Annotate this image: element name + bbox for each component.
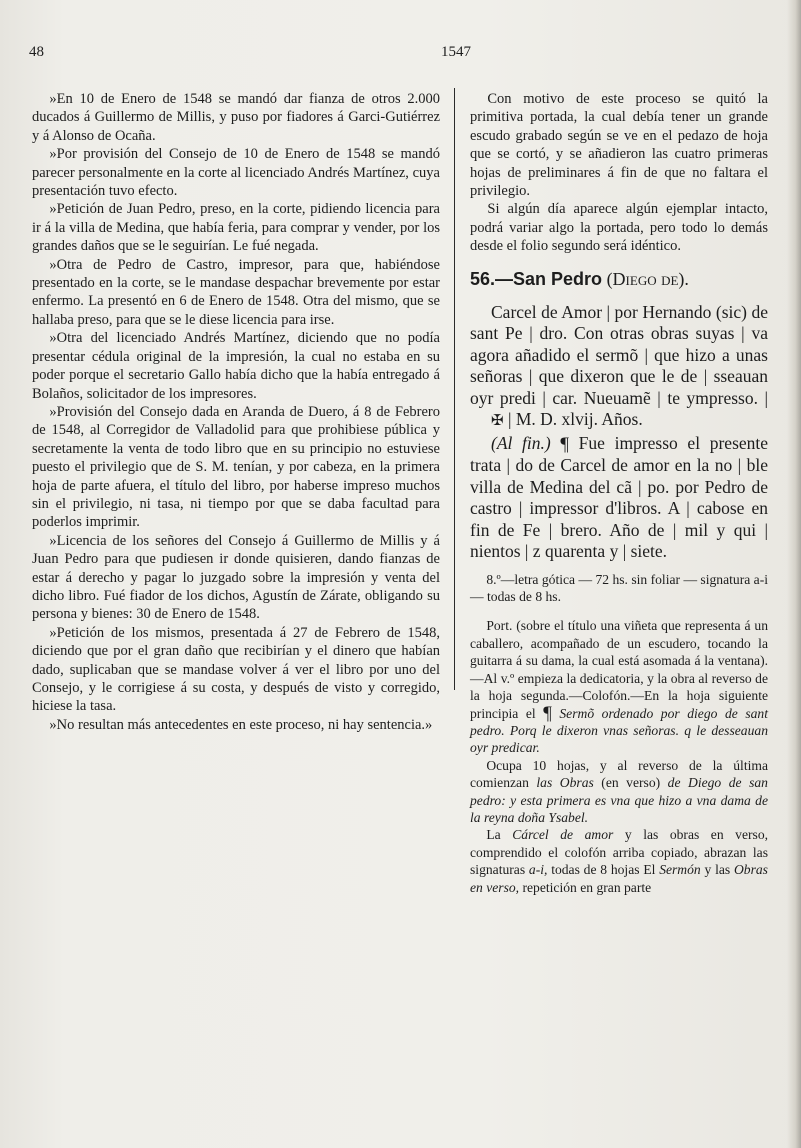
paragraph: »En 10 de Enero de 1548 se mandó dar fianza de otros 2.000 ducados á Guillermo de Millis, y puso por fiadores á Garci-Gutiérrez y á Alonso de Ocaña.	[32, 91, 440, 144]
note-text: y las	[704, 862, 731, 878]
note-portada	[470, 617, 768, 756]
page-edge-shadow	[787, 0, 801, 1148]
note-italic: las Obras	[536, 775, 594, 791]
paragraph: Si algún día aparece algún ejemplar intacto, podrá variar algo la portada, pero todo lo demás desde el folio segundo será idéntico.	[470, 201, 768, 255]
note-carcel	[470, 826, 768, 896]
pilcrow-icon: ¶	[560, 433, 569, 455]
colophon	[470, 433, 768, 563]
entry-number: 56.—	[470, 268, 514, 289]
note-italic: Cárcel de amor	[512, 827, 614, 843]
title-transcription	[470, 302, 768, 563]
title-text	[470, 302, 768, 433]
paragraph: »Petición de los mismos, presentada á 27 de Febrero de 1548, diciendo que por el gran daño que recibirían y el dinero que habían dado, suplicaban que se mandase volver á ver el libro por uno del Consejo, y le corrigiese á su costa, y después de visto y corregido, hiciese la tasa.	[32, 624, 440, 715]
entry-given-name: (Diego de).	[606, 268, 689, 289]
note-portada-text: Port. (sobre el título una viñeta que representa á un caballero, acompañado de un escudero, tocando la guitarra á su dama, la cual está asomada á la ventana).—Al v.º empieza la dedicatoria, y la obra al reverso de la hoja segunda.—Colofón.—En la hoja siguiente principia el	[470, 618, 768, 721]
paragraph: »Provisión del Consejo dada en Aranda de Duero, á 8 de Febrero de 1548, al Corregidor de Valladolid para que prohibiese pública y secretamente la venta de todo libro que en su principio no estuviese puesto el privilegio que de S. M. tenían, y por cabeza, en la primera hoja de parte afuera, el título del libro, por haberse impreso muchos sin el privilegio, ni tasa, ni tiempo por que se daba facultad para poderlos imprimir.	[32, 403, 440, 531]
colophon-label: (Al fin.)	[491, 432, 551, 453]
note-text: y las obras en verso, comprendido el colofón arriba copiado, abrazan las signaturas	[470, 827, 769, 878]
paragraph: »Otra de Pedro de Castro, impresor, para que, habiéndose presentado en la corte, se le mandase despachar brevemente por estar enfermo. La presentó en 6 de Enero de 1548. Otra del mismo, que se hallaba preso, para que se le diese licencia para irse.	[32, 256, 440, 328]
paragraph: »Otra del licenciado Andrés Martínez, diciendo que no podía presentar cédula original de la impresión, la cual no estaba en su poder porque el secretario Gallo había dicho que la había entregado á Bolaños, solicitador de los impresores.	[32, 330, 440, 402]
header-year: 1547	[441, 44, 471, 60]
note-text: La	[486, 827, 501, 843]
cross-icon: ✠	[491, 413, 504, 430]
right-column	[470, 90, 768, 896]
column-divider	[454, 88, 455, 690]
note-text: (en verso)	[601, 775, 661, 791]
note-text: todas de 8 hojas El	[551, 862, 656, 878]
paragraph: »Por provisión del Consejo de 10 de Enero de 1548 se mandó parecer personalmente en la corte al licenciado Andrés Martínez, cuya presentación tuvo efecto.	[32, 146, 440, 200]
title-text-main: Carcel de Amor | por Hernando (sic) de sant Pe | dro. Con otras obras suyas | va agora añadido el sermõ | que hizo a unas señoras | que dixeron que le de | sseauan oyr predi | car. Nueuamẽ | te ympresso. |	[470, 301, 768, 408]
paragraph: »Petición de Juan Pedro, preso, en la corte, pidiendo licencia para ir á la villa de Medina, que había feria, para comprar y vender, por los grandes daños que se le seguirían. Le fué negada.	[32, 201, 440, 255]
note-italic: de Diego de san pedro: y esta primera es vna que hizo a vna dama de la reyna doña Ysabel.	[470, 775, 768, 825]
left-column	[32, 90, 440, 734]
running-header	[0, 44, 801, 68]
entry-heading	[470, 268, 768, 290]
note-italic: Obras en verso,	[470, 862, 768, 895]
paragraph: »Licencia de los señores del Consejo á Guillermo de Millis y á Juan Pedro para que pudiesen ir donde quisieren, dando fianzas de estar á derecho y pagar lo juzgado sobre la impresión y venta del dicho libro. Fué fiador de los dichos, Agustín de Zárate, obligando su persona y bienes: 30 de Enero de 1548.	[32, 532, 440, 623]
note-italic: a-i,	[528, 862, 548, 878]
note-italic: Sermón	[659, 862, 701, 878]
physical-description: 8.º—letra gótica — 72 hs. sin foliar — signatura a-i — todas de 8 hs.	[470, 571, 768, 605]
note-portada-quote: Sermõ ordenado por diego de sant pedro. Porq le dixeron vnas señoras. q le desseauan oyr predicar.	[470, 705, 768, 756]
title-text-end: | M. D. xlvij. Años.	[507, 409, 643, 430]
note-text: Ocupa 10 hojas, y al reverso de la última comienzan	[470, 757, 768, 791]
note-ocupa	[470, 757, 768, 827]
paragraph: Con motivo de este proceso se quitó la primitiva portada, la cual debía tener un grande escudo grabado según se ve en el pedazo de hoja que se cortó, y se añadieron las cuatro primeras hojas de preliminares á fin de que no faltara el privilegio.	[470, 91, 768, 200]
paragraph: »No resultan más antecedentes en este proceso, ni hay sentencia.»	[49, 716, 433, 733]
entry-surname: San Pedro	[513, 268, 603, 289]
pilcrow-icon: ¶	[543, 702, 552, 724]
page-number: 48	[29, 44, 44, 60]
note-text: repetición en gran parte	[522, 879, 652, 895]
colophon-text: Fue impresso el presente trata | do de Carcel de amor en la no | ble villa de Medina del cã | po. por Pedro de castro | impressor d'libros. A | cabose en fin de Fe | brero. Año de | mil y qui | nientos | z quarenta y | siete.	[470, 432, 769, 562]
